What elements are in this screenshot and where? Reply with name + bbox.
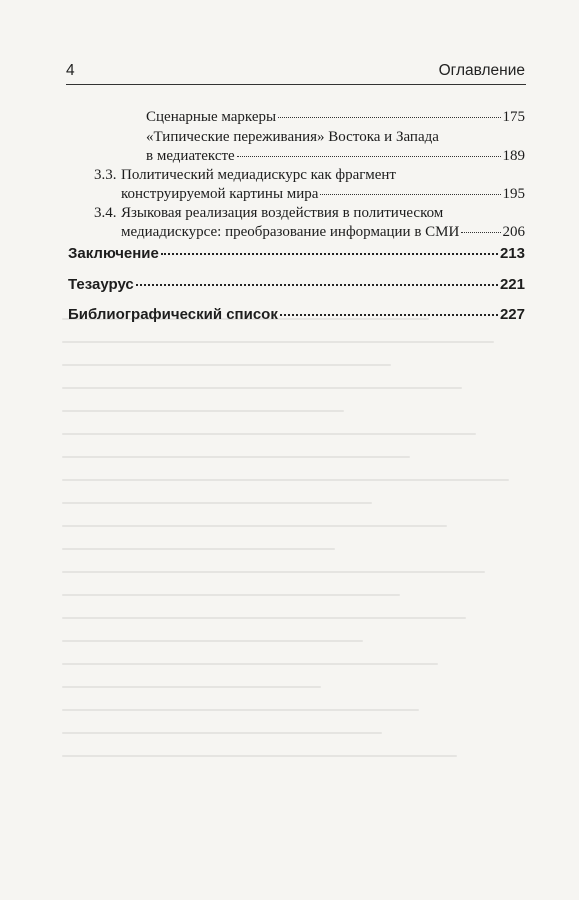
toc-section-number: 3.4. xyxy=(94,205,117,221)
toc-page-number: 206 xyxy=(502,224,525,240)
toc-entry-conclusion[interactable] xyxy=(68,243,525,265)
toc-entry-markers[interactable] xyxy=(146,108,525,126)
toc-entry-label: Тезаурус xyxy=(68,276,134,293)
toc-entry-typical-line1[interactable]: «Типические переживания» Востока и Запада xyxy=(146,129,439,145)
leader-dots xyxy=(278,116,500,118)
leader-dots xyxy=(320,193,500,195)
toc-page-number: 221 xyxy=(499,276,525,293)
toc-entry-thesaurus[interactable] xyxy=(68,274,525,296)
toc-page-number: 175 xyxy=(502,109,525,125)
toc-entry-label: медиадискурсе: преобразование информации в СМИ xyxy=(121,224,460,240)
toc-page-number: 189 xyxy=(502,148,525,164)
toc-entry-label: Библиографический список xyxy=(68,306,278,323)
toc-entry-label: в медиатексте xyxy=(146,148,235,164)
header-rule xyxy=(66,84,526,85)
leader-dots xyxy=(280,313,498,316)
page-header xyxy=(66,58,525,84)
toc-entry-bibliography[interactable] xyxy=(68,304,525,326)
toc-page-number: 227 xyxy=(499,306,525,323)
toc-entry-label: Сценарные маркеры xyxy=(146,109,277,125)
toc-entry-label: Заключение xyxy=(68,245,159,262)
leader-dots xyxy=(461,231,500,233)
page-number: 4 xyxy=(66,62,75,79)
toc-entry-3-4-line1[interactable]: Языковая реализация воздействия в политическом xyxy=(121,205,444,221)
leader-dots xyxy=(237,155,501,157)
toc-section-number: 3.3. xyxy=(94,167,117,183)
leader-dots xyxy=(161,252,498,255)
paper-bleed-through xyxy=(62,318,532,838)
toc-page-number: 213 xyxy=(499,245,525,262)
toc-entry-3-3[interactable] xyxy=(121,185,525,203)
toc-entry-typical[interactable] xyxy=(146,147,525,165)
running-title: Оглавление xyxy=(438,62,525,79)
toc-page-number: 195 xyxy=(502,186,525,202)
leader-dots xyxy=(136,283,498,286)
toc-entry-label: конструируемой картины мира xyxy=(121,186,319,202)
toc-entry-3-4[interactable] xyxy=(121,223,525,241)
toc-entry-3-3-line1[interactable]: Политический медиадискурс как фрагмент xyxy=(121,167,396,183)
